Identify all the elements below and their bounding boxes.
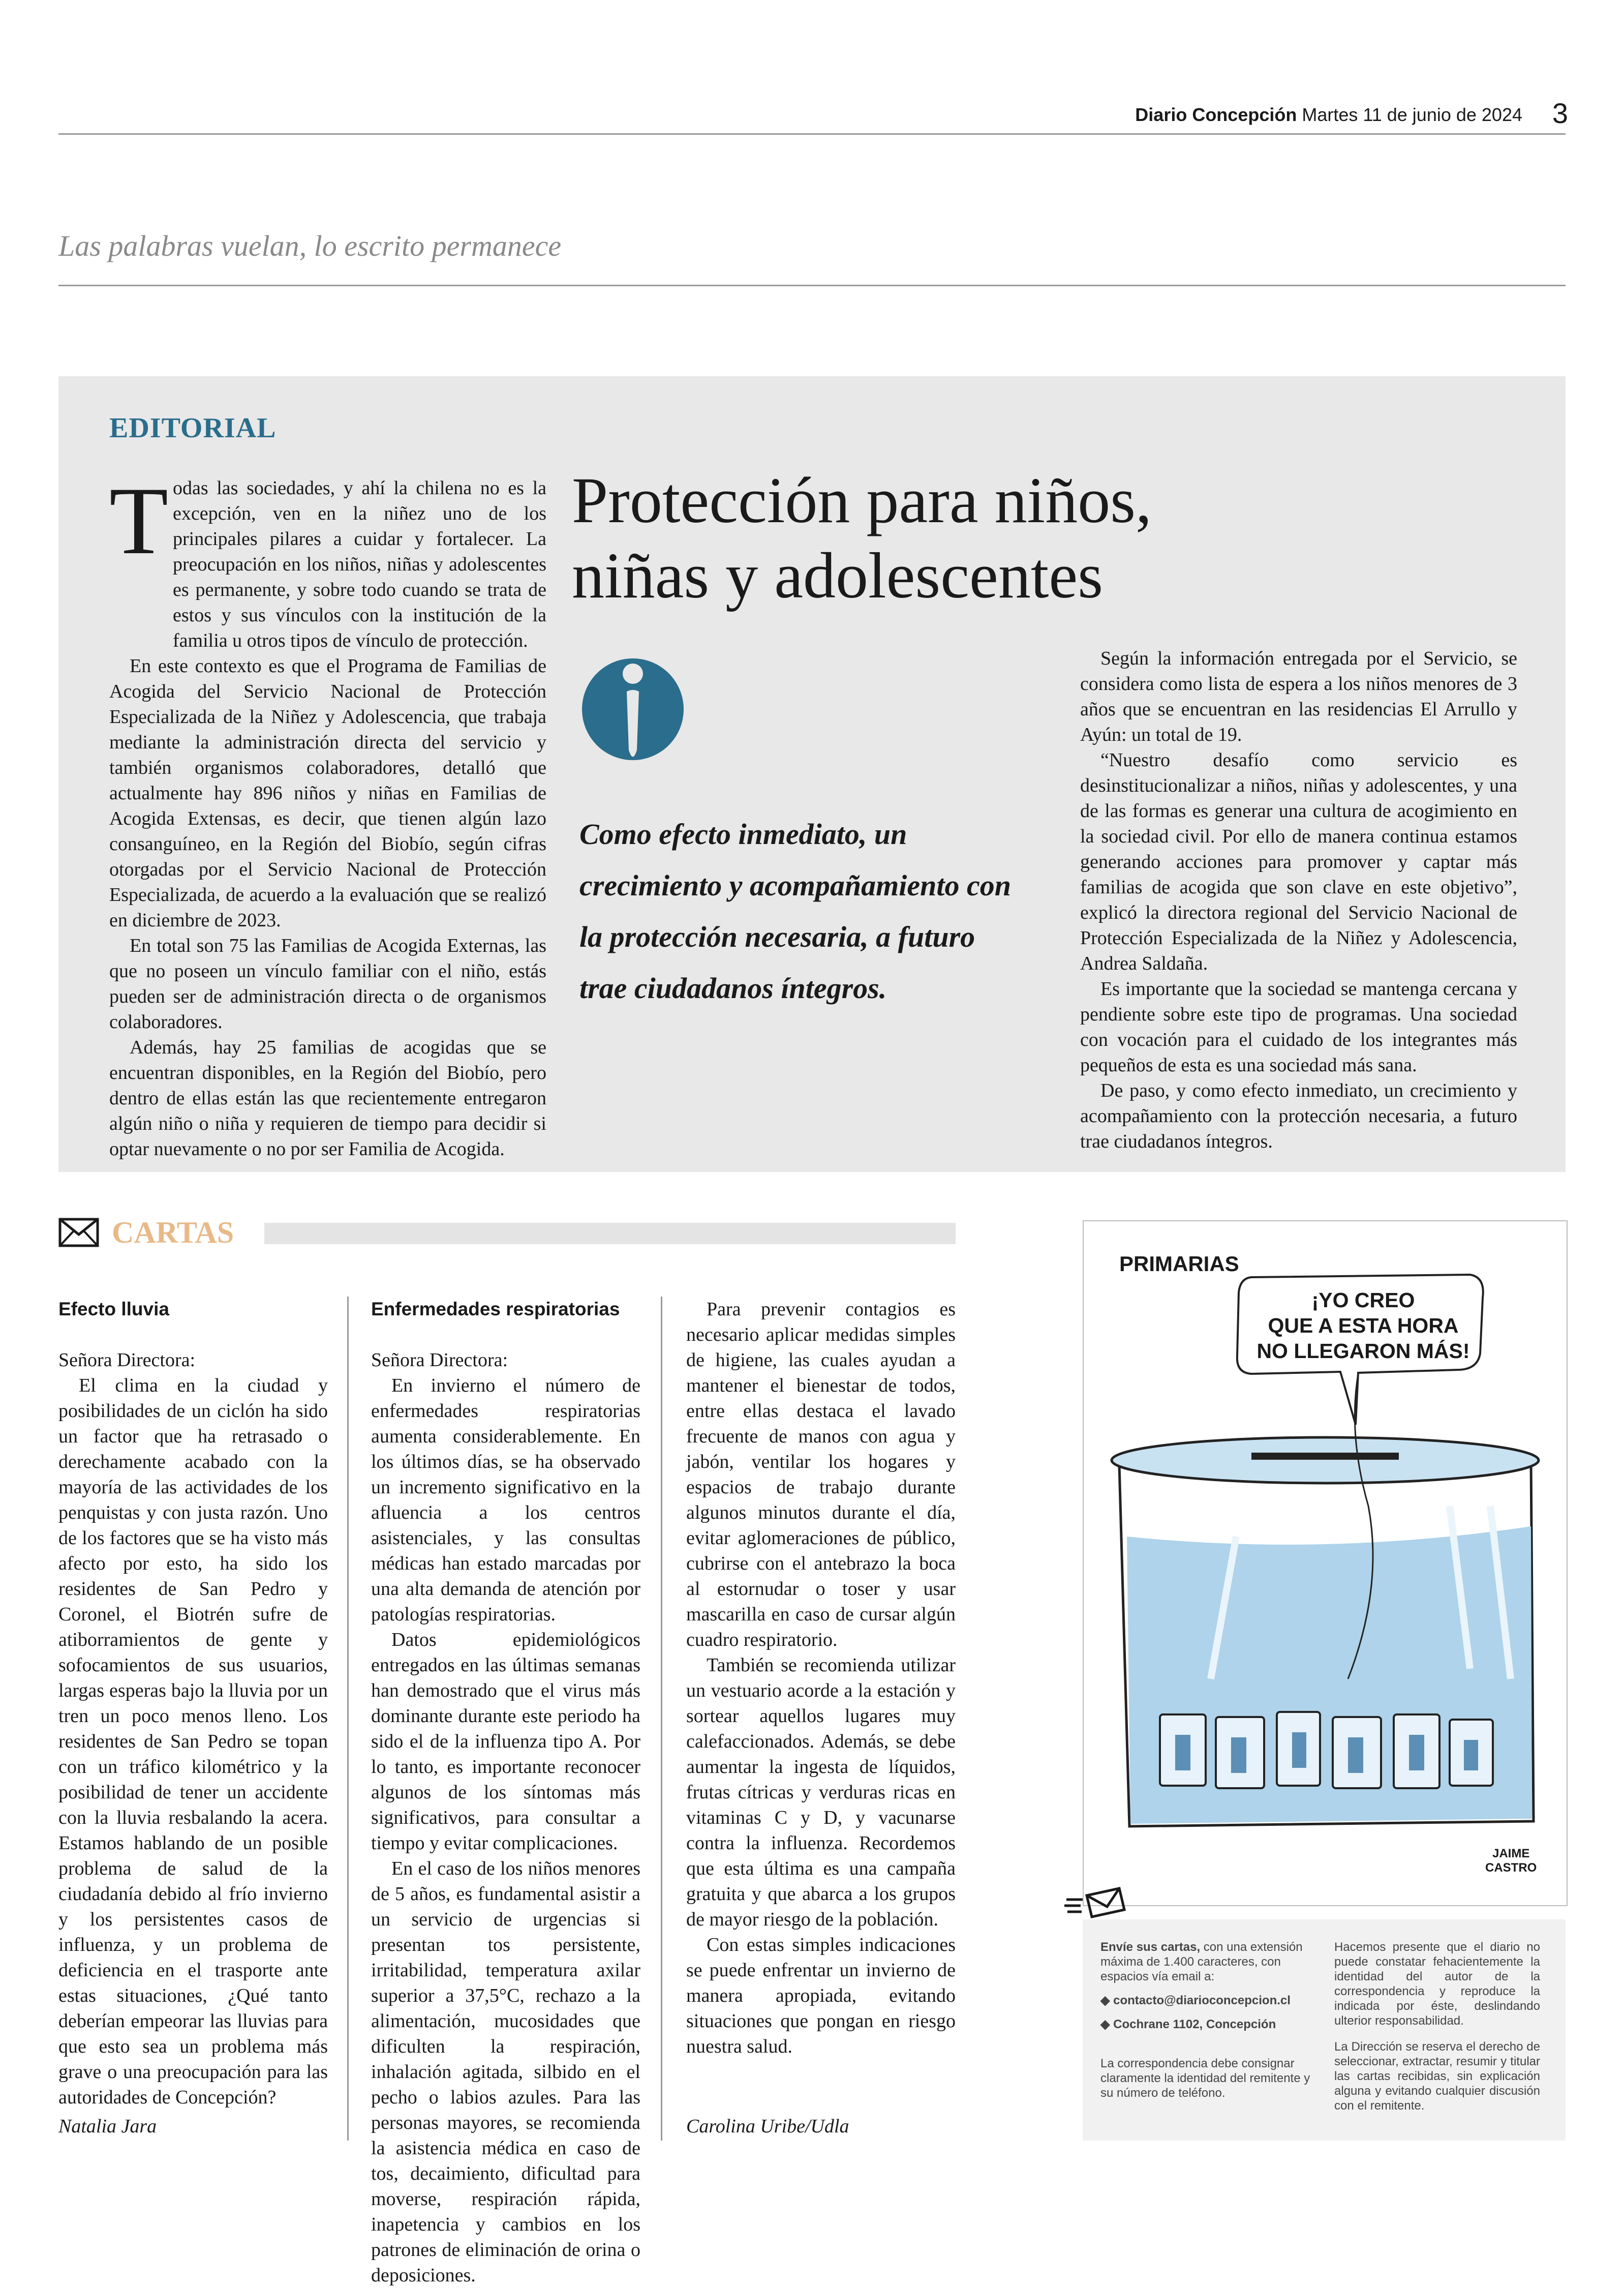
info-icon (579, 641, 686, 778)
letter-2-column-b (686, 1297, 956, 2059)
letter-2-signature: Carolina Uribe/Udla (686, 2116, 849, 2137)
editorial-p7: Es importante que la sociedad se mantenga cercana y pendiente sobre este tipo de programas. Una sociedad con vocación para el cuidado de los integrantes más pequeños de esta es una sociedad más sana. (1080, 978, 1517, 1076)
cartoon-title: PRIMARIAS (1119, 1252, 1239, 1276)
contact-email-row: ◆ contacto@diarioconcepcion.cl (1100, 1994, 1291, 2007)
speech-line-2: QUE A ESTA HORA (1268, 1314, 1459, 1337)
headline-line-2: niñas y adolescentes (572, 539, 1103, 612)
signature-line-2: CASTRO (1485, 1861, 1537, 1875)
contact-email: contacto@diarioconcepcion.cl (1113, 1994, 1291, 2007)
info-left (1100, 1940, 1319, 2100)
signature-line-1: JAIME (1492, 1847, 1530, 1860)
editorial-headline (572, 463, 1273, 613)
masthead-date: Martes 11 de junio de 2024 (1302, 104, 1522, 125)
editorial-p5: Según la información entregada por el Servicio, se considera como lista de espera a los niños menores de 3 años que se encuentran en las residencias El Arrullo y Ayún: un total de 19. (1080, 648, 1517, 745)
column-divider (347, 1297, 349, 2141)
letter-2-p6: Con estas simples indicaciones se puede enfrentar un invierno de manera apropiada, evitando situaciones que pongan en riesgo nuestra salud. (686, 1934, 956, 2057)
letter-2-p5: También se recomienda utilizar un vestuario acorde a la estación y sortear aquellos lugares muy calefaccionados. Además, se debe aumentar la ingesta de líquidos, frutas cítricas y verduras ricas en vitaminas C y D, y vacunarse contra la influenza. Recordemos que esta última es una campaña gratuita y que abarca a los grupos de mayor riesgo de la población. (686, 1654, 956, 1930)
send-bold: Envíe sus cartas, (1100, 1940, 1201, 1954)
cartoon (1083, 1220, 1568, 1906)
masthead (1135, 104, 1522, 126)
editorial-pullquote: Como efecto inmediato, un crecimiento y acompañamiento con la protección necesaria, a futuro trae ciudadanos íntegros. (579, 818, 1011, 1005)
contact-address: Cochrane 1102, Concepción (1113, 2018, 1276, 2031)
editorial-label: EDITORIAL (109, 412, 277, 444)
send-instructions (1100, 1940, 1319, 1984)
letter-1-salutation: Señora Directora: (58, 1349, 196, 1371)
letter-2-p1: En invierno el número de enfermedades respiratorias aumenta considerablemente. En los últimos días, se ha observado un incremento significativo en la afluencia a los centros asistenciales, y las consultas médicas han estado marcadas por una alta demanda de atención por patologías respiratorias. (371, 1375, 640, 1625)
letter-1 (58, 1297, 328, 2110)
info-right (1334, 1940, 1540, 2113)
editorial-p6: “Nuestro desafío como servicio es desinstitucionalizar a niños, niñas y adolescentes, y una de las formas es generar una cultura de acogimiento en la sociedad civil. Por ello de manera continua estamos generando acciones para promover y captar más familias de acogida que son clave en este objetivo”, explicó la directora regional del Servicio Nacional de Protección Especializada de la Niñez y Adolescencia, Andrea Saldaña. (1080, 749, 1517, 974)
cartoonist-signature (1485, 1847, 1537, 1875)
contact-address-row: ◆ Cochrane 1102, Concepción (1100, 2018, 1276, 2031)
cartoon-speech (1246, 1287, 1480, 1364)
editorial-column-1 (109, 468, 546, 1162)
send-letter-icon (1062, 1881, 1128, 1922)
page-number: 3 (1552, 97, 1568, 129)
letter-1-signature: Natalia Jara (58, 2116, 157, 2137)
editorial-p8: De paso, y como efecto inmediato, un crecimiento y acompañamiento con la protección necesaria, a futuro trae ciudadanos íntegros. (1080, 1080, 1517, 1152)
envelope-icon (58, 1218, 99, 1247)
section-motto: Las palabras vuelan, lo escrito permanece (58, 229, 562, 262)
speech-line-3: NO LLEGARON MÁS! (1257, 1339, 1470, 1363)
letter-2-salutation: Señora Directora: (371, 1349, 508, 1371)
cartas-label: CARTAS (112, 1216, 234, 1249)
letter-2-column-a (371, 1297, 640, 2288)
letter-1-title: Efecto lluvia (58, 1299, 169, 1319)
letter-2-p2: Datos epidemiológicos entregados en las últimas semanas han demostrado que el virus más dominante durante este periodo ha sido el de la influenza tipo A. Por lo tanto, es importante reconocer algunos de los síntomas más significativos, para consultar a tiempo y evitar complicaciones. (371, 1629, 640, 1854)
editorial-p1: odas las sociedades, y ahí la chilena no es la excepción, ven en la niñez uno de los principales pilares a cuidar y fortalecer. La preocupación en los niños, niñas y adolescentes es permanente, y sobre todo cuando se trata de estos y sus vínculos con la institución de la familia u otros tipos de vínculo de protección. (173, 477, 546, 651)
speech-line-1: ¡YO CREO (1311, 1288, 1415, 1312)
letter-2-title: Enfermedades respiratorias (371, 1299, 620, 1319)
editorial-p3: En total son 75 las Familias de Acogida Externas, las que no poseen un vínculo familiar con el niño, estás pueden ser de administración directa o de organismos colaboradores. (109, 935, 546, 1033)
letter-1-body: El clima en la ciudad y posibilidades de un ciclón ha sido un factor que ha retrasado o derechamente acabado con la mayoría de las actividades de los penquistas y con justa razón. Uno de los factores que se ha visto más afecto por esto, ha sido los residentes de San Pedro y Coronel, el Biotrén sufre de atiborramientos de gente y sofocamientos de sus usuarios, largas esperas bajo la lluvia por un tren un poco menos lleno. Los residentes de San Pedro se topan con un tráfico kilométrico y la posibilidad de tener un accidente con la lluvia resbalando la acera. Estamos hablando de un posible problema de salud de la ciudadanía debido al frío invierno y los persistentes casos de influenza, y un problema de deficiencia en el trasporte ante estas situaciones, ¿Qué tanto deberían empeorar las lluvias para que esto sea un problema más grave o una preocupación para las autoridades de Concepción? (58, 1375, 328, 2108)
info-note-right-2: La Dirección se reserva el derecho de seleccionar, extractar, resumir y titular las cartas recibidas, sin explicación alguna y evitando cualquier discusión con el remitente. (1334, 2040, 1540, 2113)
editorial-p4: Además, hay 25 familias de acogidas que se encuentran disponibles, en la Región del Biobío, pero dentro de ellas están las que recientemente entregaron algún niño o niña y requieren de tiempo para decidir si optar nuevamente o no por ser Familia de Acogida. (109, 1037, 546, 1160)
send-rest: con una extensión máxima de 1.400 caracteres, con espacios vía email a: (1100, 1940, 1303, 1983)
editorial-p2: En este contexto es que el Programa de Familias de Acogida del Servicio Nacional de Protección Especializada de la Niñez y Adolescencia, que trabaja mediante la administración directa del servicio y también organismos colaboradores, detalló que actualmente hay 896 niños y niñas en Familias de Acogida Extensas, es decir, que tienen algún lazo consanguíneo, en la Región del Biobío, según cifras otorgadas por el Servicio Nacional de Protección Especializada, de acuerdo a la evaluación que se realizó en diciembre de 2023. (109, 655, 546, 931)
header-rule (58, 133, 1566, 135)
column-divider (661, 1297, 662, 2141)
drop-cap: T (109, 468, 169, 575)
info-note-left: La correspondencia debe consignar claramente la identidad del remitente y su número de teléfono. (1100, 2057, 1310, 2100)
letter-2-p3: En el caso de los niños menores de 5 años, es fundamental asistir a un servicio de urgencias si presentan tos persistente, irritabilidad, temperatura axilar superior a 37,5°C, rechazo a la alimentación, mucosidades que dificulten la respiración, inhalación agitada, silbido en el pecho o labios azules. Para las personas mayores, se recomienda la asistencia médica en caso de tos, decaimiento, dificultad para moverse, respiración rápida, inapetencia y cambios en los patrones de eliminación de orina o deposiciones. (371, 1858, 640, 2286)
info-note-right-1: Hacemos presente que el diario no puede constatar fehacientemente la identidad del autor de la correspondencia y reproduce la indicada por éste, deslindando ulterior responsabilidad. (1334, 1940, 1540, 2028)
headline-line-1: Protección para niños, (572, 464, 1152, 536)
motto-rule (58, 285, 1566, 286)
cartas-bar (264, 1223, 956, 1244)
letter-2-p4: Para prevenir contagios es necesario aplicar medidas simples de higiene, las cuales ayudan a mantener el bienestar de todos, entre ellas destaca el lavado frecuente de manos con agua y jabón, ventilar los hogares y espacios de trabajo durante algunos minutos durante el día, evitar aglomeraciones de público, cubrirse con el antebrazo la boca al estornudar o toser y usar mascarilla en caso de cursar algún cuadro respiratorio. (686, 1299, 956, 1650)
masthead-brand: Diario Concepción (1135, 104, 1297, 125)
editorial-column-3 (1080, 646, 1517, 1154)
